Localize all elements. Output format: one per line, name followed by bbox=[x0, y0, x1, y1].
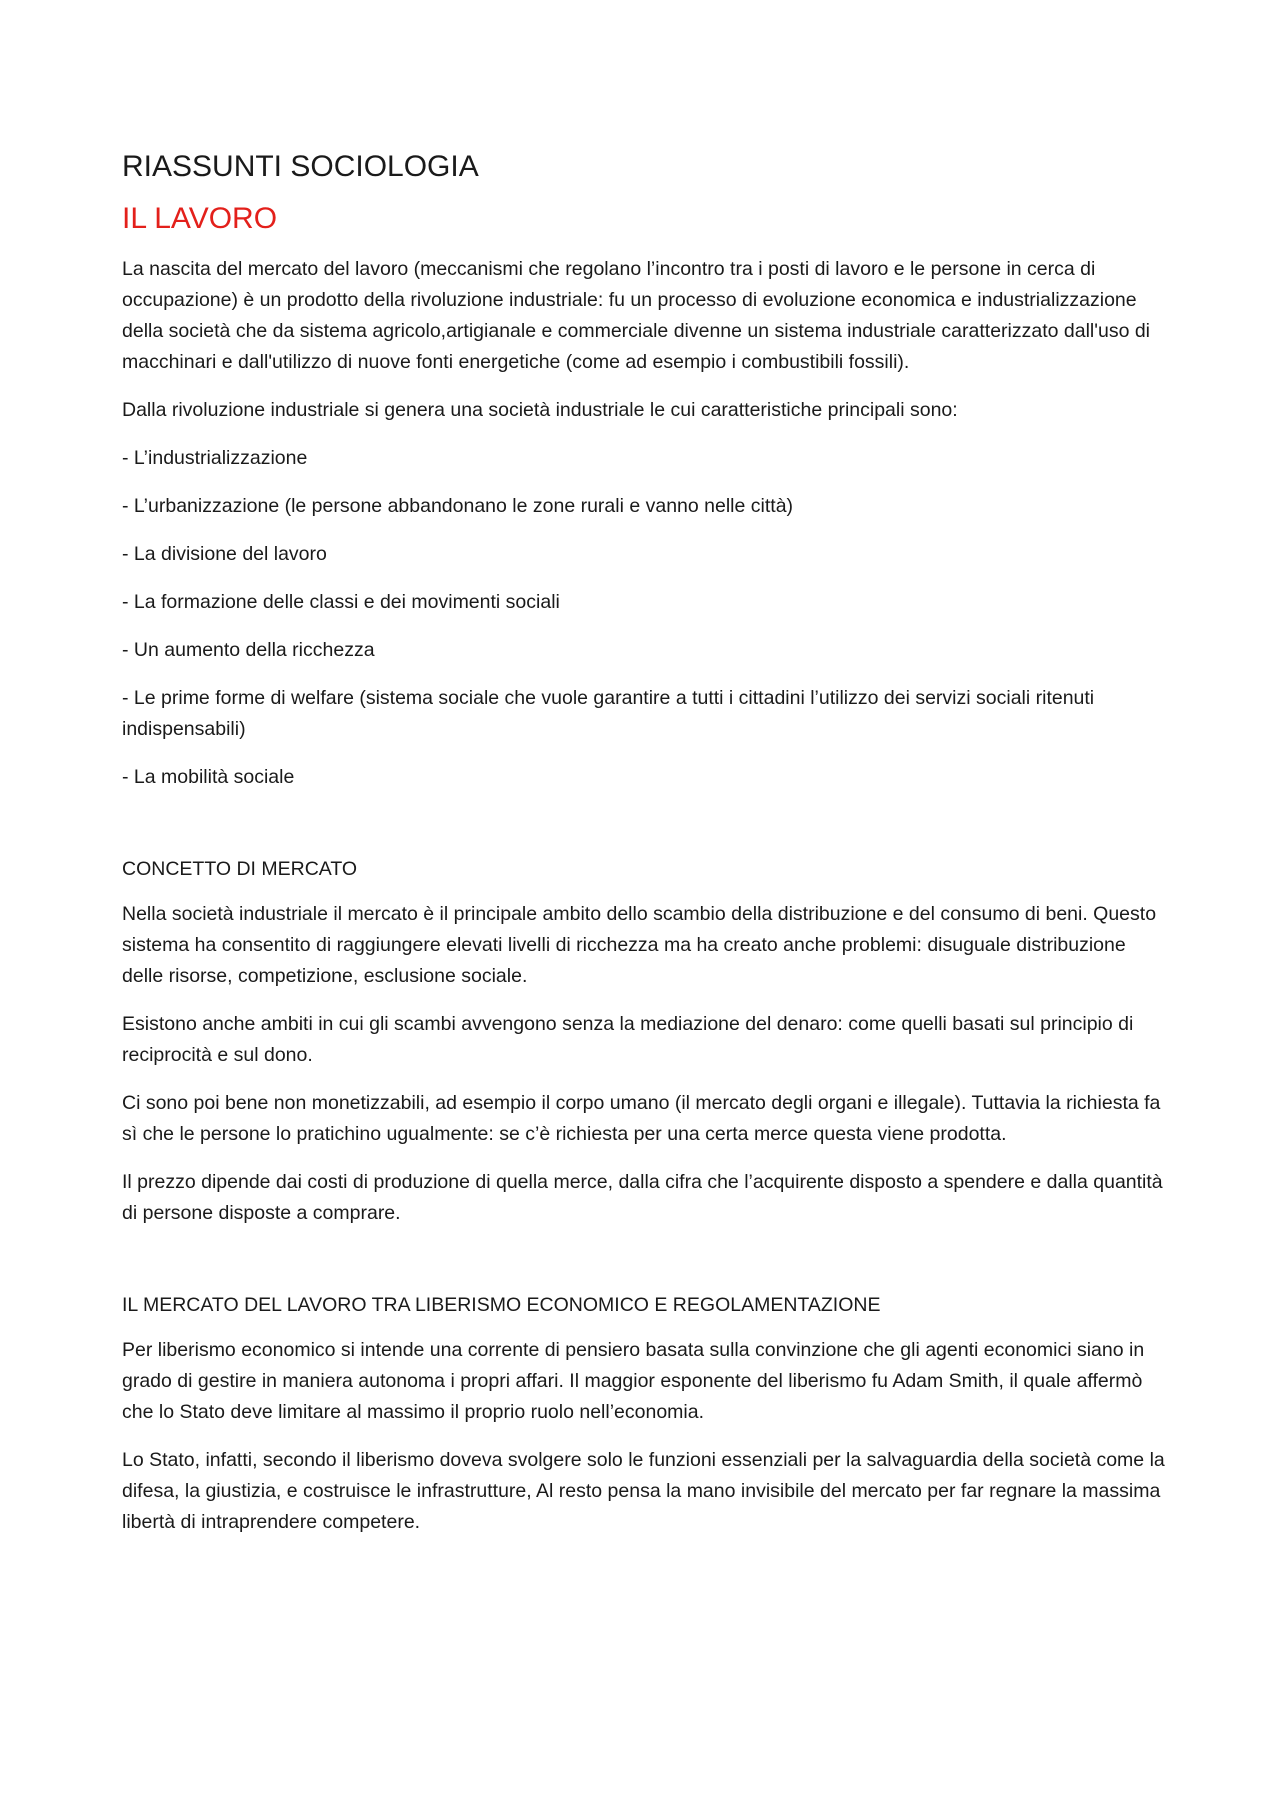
list-item: - L’industrializzazione bbox=[122, 447, 308, 469]
paragraph-lead: Dalla rivoluzione industriale si genera una società industriale le cui caratteristiche principali sono: bbox=[122, 399, 958, 421]
heading-mercato-del-lavoro: IL MERCATO DEL LAVORO TRA LIBERISMO ECONOMICO E REGOLAMENTAZIONE bbox=[122, 1294, 881, 1316]
list-item: - La formazione delle classi e dei movimenti sociali bbox=[122, 591, 560, 613]
paragraph: Per liberismo economico si intende una corrente di pensiero basata sulla convinzione che gli agenti economici siano in grado di gestire in maniera autonoma i propri affari. Il maggior esponente del liberismo fu Adam Smith, il quale affermò che lo Stato deve limitare al massimo il proprio ruolo nell’economia. bbox=[122, 1339, 1145, 1423]
paragraph-intro: La nascita del mercato del lavoro (meccanismi che regolano l’incontro tra i posti di lavoro e le persone in cerca di occupazione) è un prodotto della rivoluzione industriale: fu un processo di evoluzione economica e industrializzazione della società che da sistema agricolo,artigianale e commerciale divenne un sistema industriale caratterizzato dall'uso di macchinari e dall'utilizzo di nuove fonti energetiche (come ad esempio i combustibili fossili). bbox=[122, 258, 1151, 373]
list-item: - La divisione del lavoro bbox=[122, 543, 327, 565]
list-item: - La mobilità sociale bbox=[122, 766, 295, 788]
paragraph: Il prezzo dipende dai costi di produzione di quella merce, dalla cifra che l’acquirente disposto a spendere e dalla quantità di persone disposte a comprare. bbox=[122, 1171, 1163, 1224]
spacer bbox=[122, 810, 1172, 858]
paragraph: Esistono anche ambiti in cui gli scambi avvengono senza la mediazione del denaro: come quelli basati sul principio di reciprocità e sul dono. bbox=[122, 1013, 1134, 1066]
paragraph: Nella società industriale il mercato è il principale ambito dello scambio della distribuzione e del consumo di beni. Questo sistema ha consentito di raggiungere elevati livelli di ricchezza ma ha creato anche problemi: disuguale distribuzione delle risorse, competizione, esclusione sociale. bbox=[122, 903, 1157, 987]
section-title-il-lavoro: IL LAVORO bbox=[122, 202, 278, 235]
document-title: RIASSUNTI SOCIOLOGIA bbox=[122, 150, 479, 183]
list-item: - Le prime forme di welfare (sistema sociale che vuole garantire a tutti i cittadini l’utilizzo dei servizi sociali ritenuti indispensabili) bbox=[122, 687, 1095, 740]
heading-concetto-di-mercato: CONCETTO DI MERCATO bbox=[122, 858, 358, 880]
list-item: - Un aumento della ricchezza bbox=[122, 639, 375, 661]
document-page bbox=[122, 150, 1172, 1555]
list-item: - L’urbanizzazione (le persone abbandonano le zone rurali e vanno nelle città) bbox=[122, 495, 794, 517]
paragraph: Lo Stato, infatti, secondo il liberismo doveva svolgere solo le funzioni essenziali per la salvaguardia della società come la difesa, la giustizia, e costruisce le infrastrutture, Al resto pensa la mano invisibile del mercato per far regnare la massima libertà di intraprendere competere. bbox=[122, 1449, 1165, 1533]
paragraph: Ci sono poi bene non monetizzabili, ad esempio il corpo umano (il mercato degli organi e illegale). Tuttavia la richiesta fa sì che le persone lo pratichino ugualmente: se c’è richiesta per una certa merce questa viene prodotta. bbox=[122, 1092, 1161, 1145]
spacer bbox=[122, 1246, 1172, 1294]
